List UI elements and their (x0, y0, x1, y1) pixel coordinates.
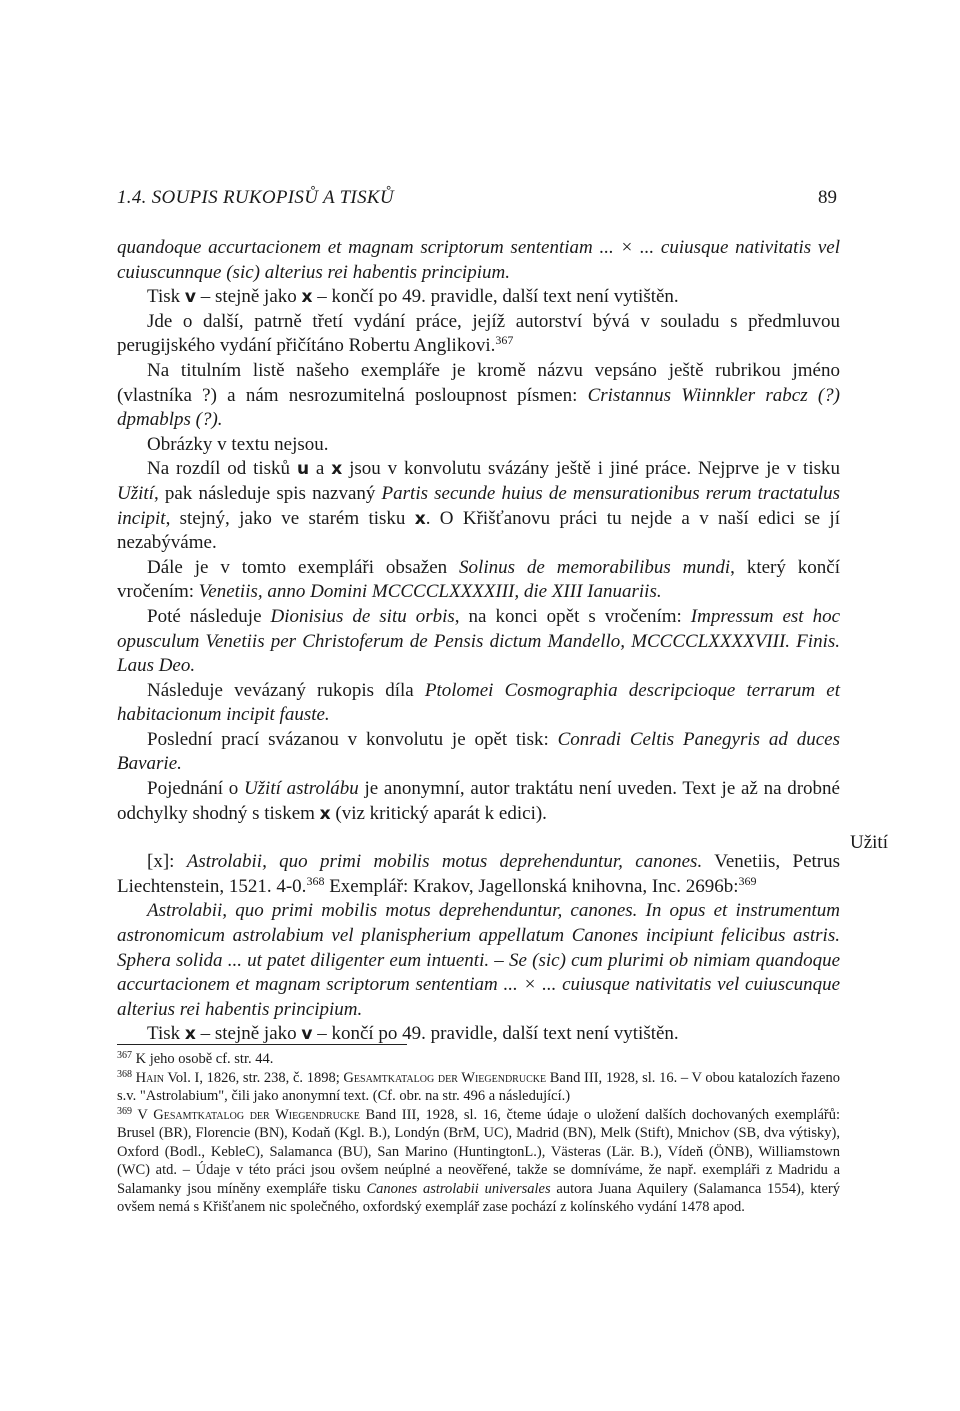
footnote-number: 369 (117, 1105, 132, 1117)
footnote-ref-367[interactable]: 367 (495, 333, 514, 348)
text: jsou v konvolutu svázány ještě i jiné práce. Nejprve je v tisku (342, 458, 840, 480)
footnote-text: Band III, 1928, sl. 16, čteme údaje o uložení dalších dochovaných exemplářů: Brusel (BR), Florencie (BN), Kodaň (Kgl. B.), Londýn (BrM, UC), Madrid (BN), Melk (Stift), Mnichov (SB, dva výtisky), Oxford (Bodl., KebleC), Salamanca (BU), San Marino (HuntingtonL.), Västeras (Lär. B.), Vídeň (ÖNB), Williamstown (WC) atd. – Údaje v této práci jsou ovšem neúplné a neověřené, takže se domníváme, že např. exempláři z Madridu a Salamanky jsou míněny exempláře tisku (117, 1106, 840, 1197)
text: Venetiis, Petrus Liechtenstein, 1521. 4-0. (117, 851, 840, 897)
siglum-x: x (414, 508, 426, 529)
text: Poté následuje (147, 605, 271, 627)
paragraph-solinus (117, 556, 840, 605)
owner-inscription: Cristannus Wiinnkler rabcz (?) dpmablps (?). (117, 384, 840, 431)
paragraph-print-v (117, 285, 840, 310)
work-title: Ptolomei Cosmographia descripcioque terrarum et habitacionum incipit fauste. (117, 679, 840, 726)
work-title: Dionisius de situ orbis (270, 605, 455, 627)
paragraph-latin-continuation (117, 236, 840, 285)
footnotes (117, 1050, 840, 1217)
text: . O Křišťanovu práci tu nejde a v naší edici se jí nezabýváme. (117, 507, 840, 554)
text: Na titulním listě našeho exempláře je kromě názvu vepsáno ještě rubrikou jméno (vlastníka ?) a nám nesrozumitelná posloupnost písmen: (117, 359, 840, 406)
text: , na konci opět s vročením: (454, 605, 691, 627)
text: (viz kritický aparát k edici). (330, 802, 547, 824)
colophon: Impressum est hoc opusculum Venetiis per Christoferum de Pensis dictum Mandello, MCCCCLXXXXVIII. Finis. Laus Deo. (117, 605, 841, 677)
work-title: Užití astrolábu (243, 778, 359, 800)
siglum-x: x (319, 803, 331, 824)
siglum-bracket: [x]: (147, 851, 187, 873)
work-title: Solinus de memorabilibus mundi (459, 556, 731, 578)
paragraph-ptolomei (117, 679, 840, 728)
paragraph-dionisius (117, 605, 840, 679)
text: a (309, 458, 332, 480)
siglum-x: x (331, 459, 343, 480)
siglum-u: u (296, 459, 310, 480)
text: Následuje vevázaný rukopis díla (147, 679, 425, 701)
text: Dále je v tomto exempláři obsažen (147, 556, 460, 578)
paragraph-celtis (117, 728, 840, 777)
text: – končí po 49. pravidle, další text není vytištěn. (312, 1023, 679, 1045)
latin-incipit: Astrolabii, quo primi mobilis motus deprehenduntur, canones. In opus et instrumentum astronomicum astrolabium vel planispherium appellatum Canones incipiunt felicibus astris. Sphera solida ... ut patet diligenter eum intuenti. – Se (sic) cum plurimi ob nimiam quandoque accurtacionem et magnam scriptorum sententiam ... × ... cuiusque nativitatis vel cuiuscunque alterius rei habentis principium. (117, 900, 840, 1020)
paragraph-convolute (117, 457, 840, 555)
main-text (117, 236, 840, 1047)
section-gap (117, 826, 840, 850)
text: Pojednání o (147, 778, 244, 800)
footnote-text: Band III, 1928, sl. 16. – V obou katalozích řazeno s.v. "Astrolabium", čili jako anonymní text. (Cf. obr. na str. 496 a následující.) (117, 1069, 840, 1104)
text: je anonymní, autor traktátu není uveden. Text je až na drobné odchylky shodný s tiskem (117, 778, 840, 824)
siglum-v: v (184, 287, 196, 308)
footnote-369 (117, 1106, 840, 1217)
text: , pak následuje spis nazvaný (153, 482, 382, 504)
footnote-ref-368[interactable]: 368 (306, 873, 325, 888)
latin-quote: quandoque accurtacionem et magnam scriptorum sententiam ... × ... cuiusque nativitatis vel cuiuscunnque (sic) alterius rei habentis principium. (117, 237, 840, 283)
author-name: Hain (132, 1069, 164, 1086)
footnote-number: 367 (117, 1050, 132, 1061)
footnote-text: autora Juana Aquilery (Salamanca 1554), který ovšem nemá s Křišťanem nic společného, oxfordský exemplář zase pochází z kolínského vydání 1478 apod. (117, 1180, 841, 1215)
work-title: Astrolabii, quo primi mobilis motus deprehenduntur, canones. (186, 851, 703, 873)
catalogue-name: Gesamtkatalog der Wiegendrucke (153, 1106, 360, 1123)
paragraph-title-page (117, 359, 840, 433)
footnote-text: V (132, 1106, 154, 1123)
work-title: Conradi Celtis Panegyris ad duces Bavarie. (117, 728, 840, 775)
text: Tisk (147, 1023, 185, 1045)
page-number: 89 (818, 187, 837, 208)
text: Poslední prací svázanou v konvolutu je opět tisk: (147, 728, 558, 750)
text: , který končí vročením: (117, 556, 840, 603)
work-title: Užití (117, 482, 154, 504)
catalogue-name: Gesamtkatalog der Wiegendrucke (343, 1069, 547, 1086)
footnote-368 (117, 1069, 840, 1106)
footnote-367 (117, 1050, 840, 1069)
paragraph-edition (117, 310, 840, 359)
text: Tisk (147, 286, 185, 308)
margin-note: Užití (850, 832, 888, 853)
paragraph-entry-x (117, 850, 840, 899)
text: , stejný, jako ve starém tisku (165, 507, 415, 529)
work-title: Partis secunde huius de mensurationibus rerum tractatulus incipit (117, 482, 840, 529)
footnote-text: K jeho osobě cf. str. 44. (132, 1051, 274, 1067)
footnote-separator (117, 1044, 407, 1045)
text: Exemplář: Krakov, Jagellonská knihovna, Inc. 2696b: (324, 875, 739, 897)
text: – stejně jako (195, 286, 302, 308)
siglum-x: x (301, 287, 313, 308)
text: – končí po 49. pravidle, další text není vytištěn. (312, 286, 679, 308)
text: Jde o další, patrně třetí vydání práce, jejíž autorství bývá v souladu s předmluvou perugijského vydání přičítáno Robertu Anglikovi. (117, 310, 840, 357)
text: Na rozdíl od tisků (147, 458, 297, 480)
work-title: Canones astrolabii universales (366, 1180, 551, 1197)
siglum-x: x (184, 1024, 196, 1045)
paragraph-anonymous (117, 777, 840, 826)
paragraph-no-images: Obrázky v textu nejsou. (147, 433, 329, 455)
paragraph-incipit (117, 899, 840, 1022)
footnote-ref-369[interactable]: 369 (738, 873, 757, 888)
footnote-text: Vol. I, 1826, str. 238, č. 1898; (163, 1069, 344, 1086)
footnote-number: 368 (117, 1068, 132, 1080)
siglum-v: v (301, 1024, 313, 1045)
text: – stejně jako (195, 1023, 302, 1045)
running-head: 1.4. SOUPIS RUKOPISŮ A TISKŮ (117, 187, 394, 208)
colophon: Venetiis, anno Domini MCCCCLXXXXIII, die XIII Ianuariis. (198, 581, 662, 603)
